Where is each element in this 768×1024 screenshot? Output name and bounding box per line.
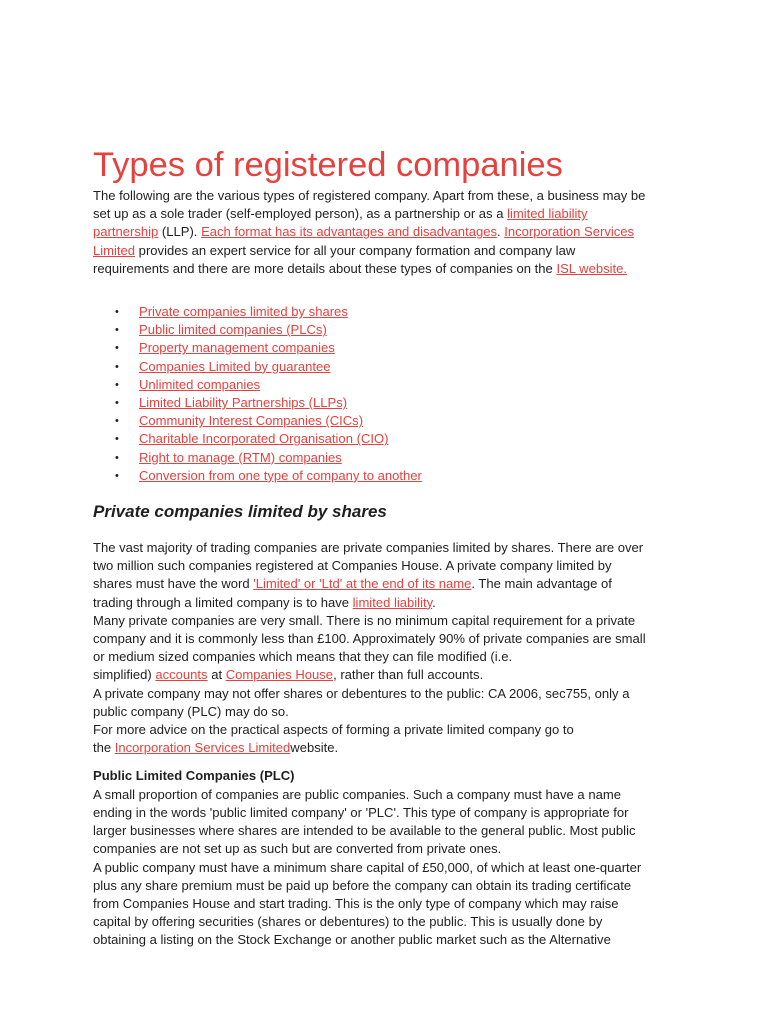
body-line: A public company must have a minimum share capital of £50,000, of which at least one-quarter: [93, 859, 642, 875]
contents-link[interactable]: Unlimited companies: [139, 376, 261, 392]
limited-liability-link[interactable]: limited liability: [352, 594, 433, 610]
intro-line: [93, 223, 683, 241]
body-text: . The main advantage of: [471, 576, 612, 592]
body-text: , rather than full accounts.: [333, 667, 484, 683]
intro-text: .: [496, 224, 505, 240]
limited-liability-partnership-link[interactable]: partnership: [93, 224, 159, 240]
contents-link[interactable]: Public limited companies (PLCs): [139, 322, 327, 338]
advantages-disadvantages-link[interactable]: Each format has its advantages and disadvantages: [201, 224, 497, 240]
intro-text: requirements and there are more details about these types of companies on the: [93, 260, 557, 276]
intro-text: set up as a sole trader (self-employed person), as a partnership or as a: [93, 206, 508, 222]
contents-item: [93, 412, 683, 430]
incorporation-services-limited-link[interactable]: Incorporation Services Limited: [114, 740, 291, 756]
contents-link[interactable]: Property management companies: [139, 340, 335, 356]
contents-link[interactable]: Right to manage (RTM) companies: [139, 449, 342, 465]
intro-text: (LLP).: [158, 224, 202, 240]
body-text: shares must have the word: [93, 576, 254, 592]
body-text: at: [207, 667, 226, 683]
intro-line: [93, 260, 683, 278]
intro-line: [93, 242, 683, 260]
section-heading-private-companies: Private companies limited by shares: [93, 502, 387, 522]
body-text: trading through a limited company is to have: [93, 594, 353, 610]
bullet-icon: •: [115, 324, 119, 337]
document-body: [93, 144, 683, 950]
body-line: larger businesses where shares are intended to be available to the general public. Most public: [93, 823, 636, 839]
contents-list: [93, 303, 683, 485]
intro-text: provides an expert service for all your company formation and company law: [135, 242, 576, 258]
limited-ltd-name-link[interactable]: 'Limited' or 'Ltd' at the end of its name: [253, 576, 472, 592]
bullet-icon: •: [115, 433, 119, 446]
contents-item: [93, 321, 683, 339]
body-line: capital by offering securities (shares or debentures) to the public. This is usually done by: [93, 914, 603, 930]
bullet-icon: •: [115, 469, 119, 482]
bullet-icon: •: [115, 342, 119, 355]
contents-item: [93, 467, 683, 485]
body-line: companies are not set up as such but are converted from private ones.: [93, 841, 502, 857]
body-text: simplified): [93, 667, 156, 683]
plc-section: [93, 786, 683, 950]
body-line: A private company may not offer shares or debentures to the public: CA 2006, sec755, only a: [93, 685, 630, 701]
body-line: ending in the words 'public limited company' or 'PLC'. This type of company is appropriate for: [93, 804, 629, 820]
contents-link[interactable]: Private companies limited by shares: [139, 304, 348, 320]
contents-item: [93, 430, 683, 448]
bullet-icon: •: [115, 360, 119, 373]
body-text: .: [432, 594, 436, 610]
bullet-icon: •: [115, 306, 119, 319]
contents-link[interactable]: Limited Liability Partnerships (LLPs): [139, 395, 348, 411]
body-line: The vast majority of trading companies are private companies limited by shares. There are over: [93, 540, 644, 556]
body-line: obtaining a listing on the Stock Exchange or another public market such as the Alternative: [93, 932, 611, 948]
body-line: Many private companies are very small. There is no minimum capital requirement for a private: [93, 612, 636, 628]
bullet-icon: •: [115, 415, 119, 428]
body-line: company and it is commonly less than £100. Approximately 90% of private companies are small: [93, 631, 646, 647]
contents-item: [93, 449, 683, 467]
contents-link[interactable]: Charitable Incorporated Organisation (CIO): [139, 431, 389, 447]
contents-item: [93, 376, 683, 394]
body-line: For more advice on the practical aspects of forming a private limited company go to: [93, 722, 574, 738]
body-line: from Companies House and start trading. This is the only type of company which may raise: [93, 895, 619, 911]
body-line: plus any share premium must be paid up before the company can obtain its trading certificate: [93, 877, 632, 893]
section-heading-plc: Public Limited Companies (PLC): [93, 768, 295, 784]
bullet-icon: •: [115, 451, 119, 464]
body-text: website.: [290, 740, 339, 756]
limited-liability-partnership-link[interactable]: limited liability: [507, 206, 588, 222]
contents-item: [93, 339, 683, 357]
intro-text: The following are the various types of registered company. Apart from these, a business may be: [93, 188, 646, 203]
contents-link[interactable]: Community Interest Companies (CICs): [139, 413, 364, 429]
body-text: the: [93, 740, 115, 756]
page-title: Types of registered companies: [93, 146, 563, 184]
intro-line: [93, 187, 683, 205]
companies-house-link[interactable]: Companies House: [225, 667, 334, 683]
contents-link[interactable]: Companies Limited by guarantee: [139, 358, 331, 374]
incorporation-services-link[interactable]: Incorporation Services: [504, 224, 635, 240]
body-line: two million such companies registered at Companies House. A private company limited by: [93, 558, 612, 574]
body-line: [93, 666, 683, 684]
accounts-link[interactable]: accounts: [155, 667, 208, 683]
body-line: public company (PLC) may do so.: [93, 703, 289, 719]
isl-website-link[interactable]: ISL website.: [556, 260, 628, 276]
body-line: A small proportion of companies are public companies. Such a company must have a name: [93, 786, 621, 802]
contents-item: [93, 358, 683, 376]
private-companies-section: [93, 539, 683, 757]
body-line: [93, 739, 683, 757]
bullet-icon: •: [115, 397, 119, 410]
bullet-icon: •: [115, 378, 119, 391]
body-line: [93, 594, 683, 612]
incorporation-services-link[interactable]: Limited: [93, 242, 136, 258]
intro-line: [93, 205, 683, 223]
body-line: or medium sized companies which means that they can file modified (i.e.: [93, 649, 513, 665]
intro-paragraph: [93, 187, 683, 278]
contents-item: [93, 394, 683, 412]
contents-item: [93, 303, 683, 321]
contents-link[interactable]: Conversion from one type of company to another: [139, 467, 422, 483]
body-line: [93, 575, 683, 593]
